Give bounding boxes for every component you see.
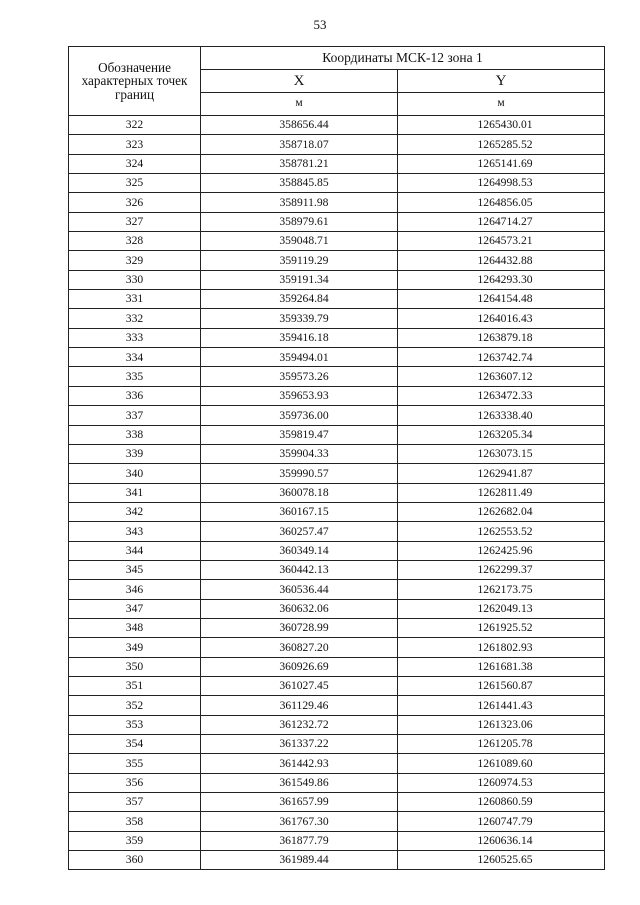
table-row [69, 444, 605, 463]
y-coordinate-cell: 1263879.18 [398, 328, 605, 347]
y-coordinate-cell: 1264714.27 [398, 212, 605, 231]
x-coordinate-cell: 360167.15 [201, 502, 398, 521]
point-number-cell: 332 [69, 309, 201, 328]
y-coordinate-cell: 1260974.53 [398, 773, 605, 792]
y-coordinate-cell: 1263205.34 [398, 425, 605, 444]
x-coordinate-cell: 361767.30 [201, 812, 398, 831]
x-coordinate-cell: 359048.71 [201, 232, 398, 251]
y-coordinate-cell: 1261560.87 [398, 676, 605, 695]
point-number-cell: 329 [69, 251, 201, 270]
y-coordinate-cell: 1264293.30 [398, 270, 605, 289]
y-coordinate-cell: 1262049.13 [398, 599, 605, 618]
x-coordinate-cell: 360078.18 [201, 483, 398, 502]
point-number-cell: 351 [69, 676, 201, 695]
x-coordinate-cell: 359416.18 [201, 328, 398, 347]
table-row [69, 270, 605, 289]
x-coordinate-cell: 361337.22 [201, 735, 398, 754]
point-number-cell: 322 [69, 116, 201, 135]
point-number-cell: 340 [69, 464, 201, 483]
y-coordinate-cell: 1264154.48 [398, 290, 605, 309]
point-number-cell: 339 [69, 444, 201, 463]
y-coordinate-cell: 1261925.52 [398, 618, 605, 637]
point-number-cell: 345 [69, 560, 201, 579]
y-column-header: Y [398, 70, 605, 93]
point-number-cell: 357 [69, 793, 201, 812]
table-row [69, 851, 605, 870]
x-coordinate-cell: 361989.44 [201, 851, 398, 870]
table-row [69, 251, 605, 270]
y-coordinate-cell: 1264573.21 [398, 232, 605, 251]
table-row [69, 502, 605, 521]
y-coordinate-cell: 1262811.49 [398, 483, 605, 502]
point-number-cell: 337 [69, 406, 201, 425]
table-row [69, 618, 605, 637]
x-coordinate-cell: 359653.93 [201, 386, 398, 405]
x-coordinate-cell: 361877.79 [201, 831, 398, 850]
table-row [69, 116, 605, 135]
table-row [69, 232, 605, 251]
point-number-cell: 326 [69, 193, 201, 212]
x-coordinate-cell: 360349.14 [201, 541, 398, 560]
x-coordinate-cell: 359494.01 [201, 348, 398, 367]
y-coordinate-cell: 1265141.69 [398, 154, 605, 173]
table-row [69, 580, 605, 599]
point-number-cell: 353 [69, 715, 201, 734]
point-number-cell: 358 [69, 812, 201, 831]
table-row [69, 386, 605, 405]
table-row [69, 560, 605, 579]
table-row [69, 831, 605, 850]
x-coordinate-cell: 358845.85 [201, 174, 398, 193]
table-row [69, 812, 605, 831]
table-row [69, 483, 605, 502]
y-coordinate-cell: 1261802.93 [398, 638, 605, 657]
x-coordinate-cell: 360926.69 [201, 657, 398, 676]
y-coordinate-cell: 1261681.38 [398, 657, 605, 676]
table-row [69, 193, 605, 212]
table-row [69, 464, 605, 483]
table-row [69, 522, 605, 541]
x-coordinate-cell: 359819.47 [201, 425, 398, 444]
x-unit-header: м [201, 93, 398, 116]
x-coordinate-cell: 361027.45 [201, 676, 398, 695]
table-row [69, 599, 605, 618]
point-number-cell: 330 [69, 270, 201, 289]
table-row [69, 773, 605, 792]
table-row [69, 154, 605, 173]
y-coordinate-cell: 1264998.53 [398, 174, 605, 193]
y-coordinate-cell: 1261089.60 [398, 754, 605, 773]
point-number-cell: 346 [69, 580, 201, 599]
point-number-cell: 335 [69, 367, 201, 386]
table-row [69, 406, 605, 425]
x-coordinate-cell: 358656.44 [201, 116, 398, 135]
point-number-cell: 325 [69, 174, 201, 193]
point-number-cell: 352 [69, 696, 201, 715]
y-coordinate-cell: 1263338.40 [398, 406, 605, 425]
x-column-header: X [201, 70, 398, 93]
point-number-cell: 331 [69, 290, 201, 309]
y-coordinate-cell: 1261205.78 [398, 735, 605, 754]
point-number-cell: 328 [69, 232, 201, 251]
x-coordinate-cell: 359990.57 [201, 464, 398, 483]
y-unit-header: м [398, 93, 605, 116]
y-coordinate-cell: 1262682.04 [398, 502, 605, 521]
point-number-cell: 338 [69, 425, 201, 444]
coordinates-body [69, 116, 605, 870]
table-row [69, 638, 605, 657]
table-row [69, 425, 605, 444]
designation-header: Обозначение характерных точек границ [69, 47, 201, 116]
point-number-cell: 344 [69, 541, 201, 560]
point-number-cell: 359 [69, 831, 201, 850]
point-number-cell: 323 [69, 135, 201, 154]
x-coordinate-cell: 360632.06 [201, 599, 398, 618]
coord-system-header: Координаты МСК-12 зона 1 [201, 47, 605, 70]
point-number-cell: 336 [69, 386, 201, 405]
x-coordinate-cell: 359119.29 [201, 251, 398, 270]
point-number-cell: 324 [69, 154, 201, 173]
x-coordinate-cell: 359573.26 [201, 367, 398, 386]
x-coordinate-cell: 359191.34 [201, 270, 398, 289]
table-row [69, 676, 605, 695]
x-coordinate-cell: 361129.46 [201, 696, 398, 715]
point-number-cell: 354 [69, 735, 201, 754]
point-number-cell: 350 [69, 657, 201, 676]
point-number-cell: 333 [69, 328, 201, 347]
y-coordinate-cell: 1264856.05 [398, 193, 605, 212]
page-number: 53 [313, 17, 327, 32]
table-row [69, 696, 605, 715]
x-coordinate-cell: 359736.00 [201, 406, 398, 425]
point-number-cell: 342 [69, 502, 201, 521]
y-coordinate-cell: 1261441.43 [398, 696, 605, 715]
table-row [69, 135, 605, 154]
table-row [69, 735, 605, 754]
x-coordinate-cell: 358718.07 [201, 135, 398, 154]
x-coordinate-cell: 358781.21 [201, 154, 398, 173]
x-coordinate-cell: 359904.33 [201, 444, 398, 463]
x-coordinate-cell: 360827.20 [201, 638, 398, 657]
x-coordinate-cell: 358911.98 [201, 193, 398, 212]
point-number-cell: 348 [69, 618, 201, 637]
y-coordinate-cell: 1260860.59 [398, 793, 605, 812]
point-number-cell: 343 [69, 522, 201, 541]
x-coordinate-cell: 361232.72 [201, 715, 398, 734]
y-coordinate-cell: 1263742.74 [398, 348, 605, 367]
y-coordinate-cell: 1264432.88 [398, 251, 605, 270]
point-number-cell: 334 [69, 348, 201, 367]
table-row [69, 174, 605, 193]
x-coordinate-cell: 361442.93 [201, 754, 398, 773]
table-row [69, 541, 605, 560]
y-coordinate-cell: 1265430.01 [398, 116, 605, 135]
x-coordinate-cell: 360442.13 [201, 560, 398, 579]
y-coordinate-cell: 1260636.14 [398, 831, 605, 850]
x-coordinate-cell: 360728.99 [201, 618, 398, 637]
point-number-cell: 355 [69, 754, 201, 773]
y-coordinate-cell: 1262425.96 [398, 541, 605, 560]
point-number-cell: 349 [69, 638, 201, 657]
x-coordinate-cell: 358979.61 [201, 212, 398, 231]
table-row [69, 309, 605, 328]
y-coordinate-cell: 1261323.06 [398, 715, 605, 734]
x-coordinate-cell: 360536.44 [201, 580, 398, 599]
x-coordinate-cell: 361549.86 [201, 773, 398, 792]
y-coordinate-cell: 1260747.79 [398, 812, 605, 831]
table-row [69, 348, 605, 367]
table-row [69, 367, 605, 386]
y-coordinate-cell: 1264016.43 [398, 309, 605, 328]
table-row [69, 715, 605, 734]
table-row [69, 754, 605, 773]
point-number-cell: 356 [69, 773, 201, 792]
table-row [69, 657, 605, 676]
x-coordinate-cell: 360257.47 [201, 522, 398, 541]
y-coordinate-cell: 1260525.65 [398, 851, 605, 870]
y-coordinate-cell: 1262173.75 [398, 580, 605, 599]
point-number-cell: 360 [69, 851, 201, 870]
y-coordinate-cell: 1263607.12 [398, 367, 605, 386]
x-coordinate-cell: 361657.99 [201, 793, 398, 812]
y-coordinate-cell: 1263472.33 [398, 386, 605, 405]
point-number-cell: 347 [69, 599, 201, 618]
coordinates-table [68, 46, 605, 870]
y-coordinate-cell: 1262299.37 [398, 560, 605, 579]
y-coordinate-cell: 1262941.87 [398, 464, 605, 483]
point-number-cell: 327 [69, 212, 201, 231]
x-coordinate-cell: 359339.79 [201, 309, 398, 328]
x-coordinate-cell: 359264.84 [201, 290, 398, 309]
y-coordinate-cell: 1265285.52 [398, 135, 605, 154]
point-number-cell: 341 [69, 483, 201, 502]
y-coordinate-cell: 1263073.15 [398, 444, 605, 463]
table-row [69, 793, 605, 812]
y-coordinate-cell: 1262553.52 [398, 522, 605, 541]
table-row [69, 212, 605, 231]
table-row [69, 328, 605, 347]
table-row [69, 290, 605, 309]
